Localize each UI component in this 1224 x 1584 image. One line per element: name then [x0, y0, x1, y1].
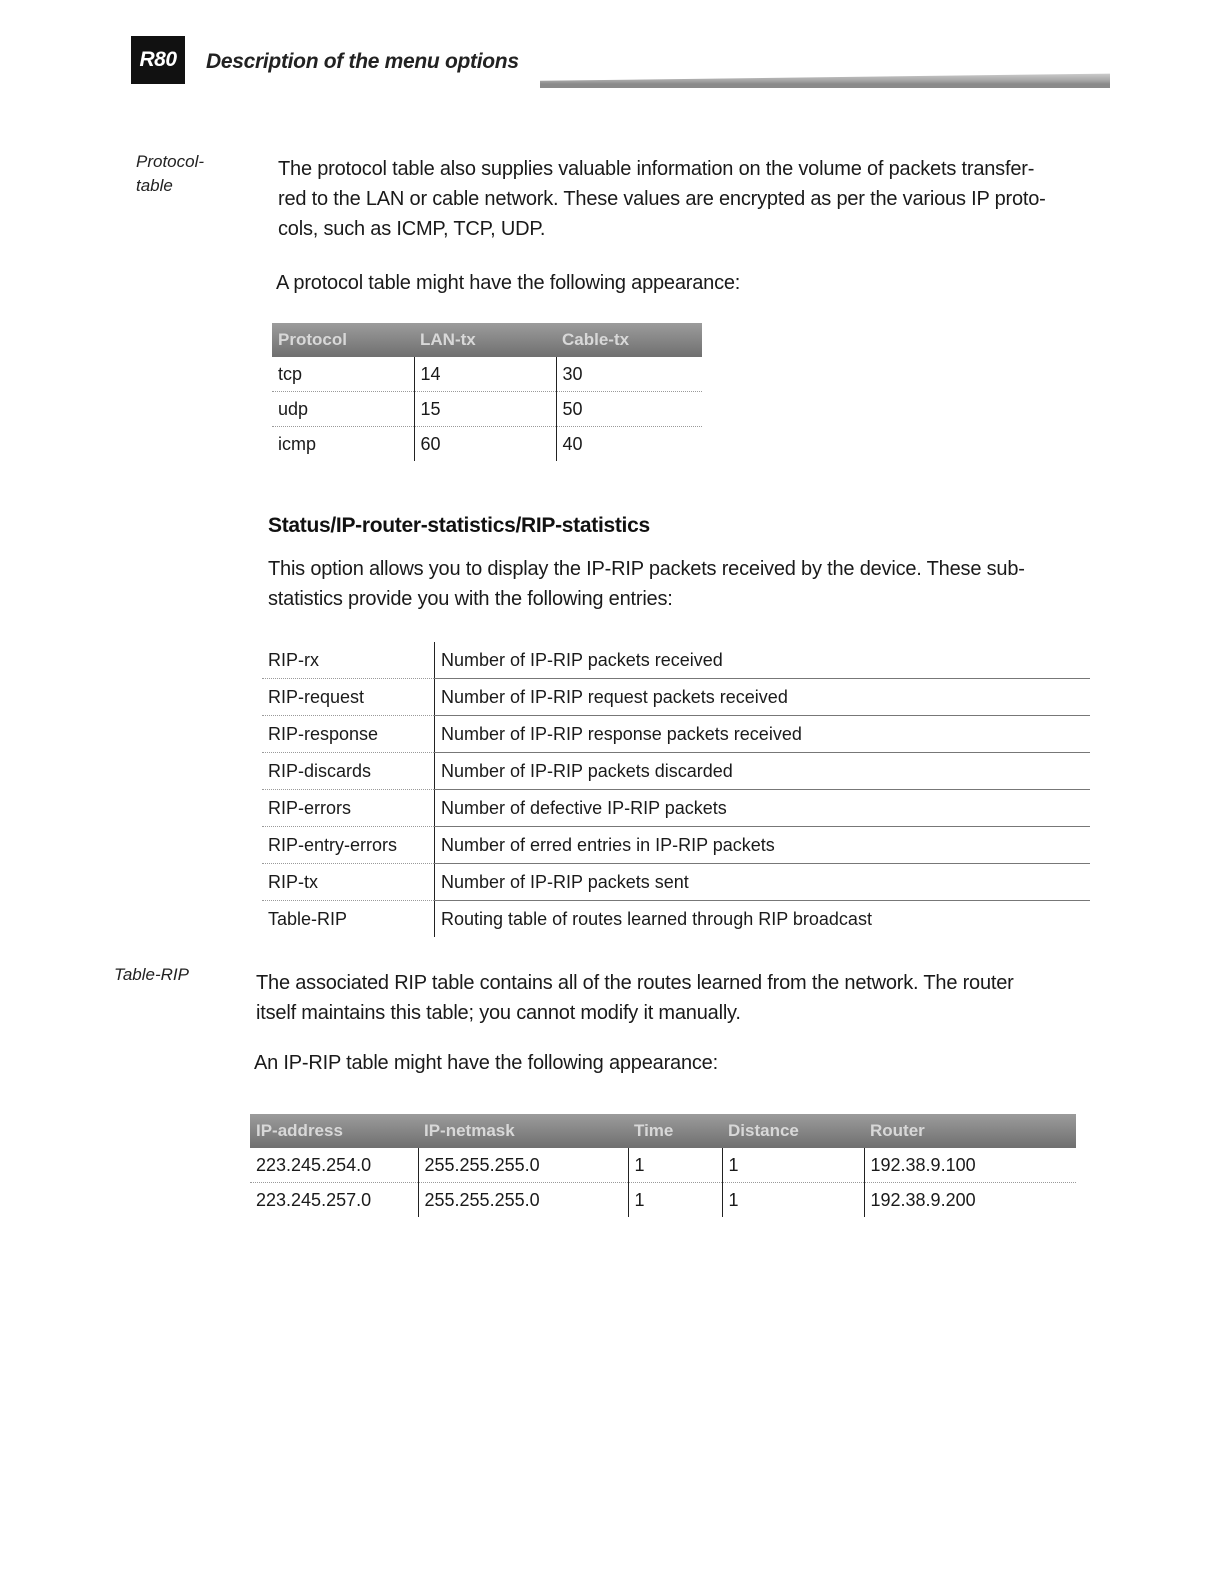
margin-label-protocol-table — [136, 150, 204, 198]
header-rule — [540, 70, 1110, 88]
table-cell: 40 — [556, 427, 702, 462]
table-cell: 14 — [414, 357, 556, 392]
margin-label-line: Protocol- — [136, 152, 205, 171]
margin-label-line: table — [136, 176, 173, 195]
table-cell: 223.245.254.0 — [250, 1148, 418, 1183]
table-cell: 1 — [722, 1183, 864, 1218]
column-header: Time — [628, 1114, 722, 1148]
list-item — [262, 790, 1090, 827]
entry-description: Routing table of routes learned through RIP broadcast — [435, 901, 1091, 938]
paragraph-line: This option allows you to display the IP-RIP packets received by the device. These sub- — [268, 558, 1025, 580]
table-cell: 192.38.9.200 — [864, 1183, 1076, 1218]
table-row — [250, 1148, 1076, 1183]
table-cell: 60 — [414, 427, 556, 462]
entry-description: Number of defective IP-RIP packets — [435, 790, 1091, 827]
list-item — [262, 716, 1090, 753]
table-cell: icmp — [278, 433, 317, 454]
paragraph-line: itself maintains this table; you cannot modify it manually. — [256, 1002, 741, 1024]
page-number-badge — [131, 36, 185, 84]
table-row — [272, 392, 702, 427]
table-cell: 1 — [722, 1148, 864, 1183]
entry-term: RIP-rx — [262, 642, 435, 679]
column-header: Distance — [722, 1114, 864, 1148]
column-header: IP-address — [250, 1114, 418, 1148]
paragraph-line: cols, such as ICMP, TCP, UDP. — [278, 218, 546, 240]
table-cell: 1 — [628, 1183, 722, 1218]
paragraph-line: statistics provide you with the following entries: — [268, 588, 673, 610]
table-cell: 192.38.9.100 — [864, 1148, 1076, 1183]
list-item — [262, 753, 1090, 790]
table-rip-paragraph — [256, 968, 1116, 1028]
ip-rip-table — [250, 1114, 1076, 1217]
table-cell: udp — [272, 392, 414, 427]
margin-label-table-rip — [114, 963, 189, 987]
column-header: Protocol — [272, 323, 414, 357]
list-item — [262, 901, 1090, 938]
entry-description: Number of IP-RIP packets received — [435, 642, 1091, 679]
table-row — [272, 427, 702, 462]
list-item — [262, 864, 1090, 901]
entry-term: Table-RIP — [268, 908, 348, 929]
protocol-table-paragraph — [278, 154, 1108, 244]
protocol-table — [272, 323, 702, 461]
list-item — [262, 827, 1090, 864]
table-row — [250, 1183, 1076, 1218]
page-number: R80 — [139, 48, 177, 71]
list-item — [262, 679, 1090, 716]
table-cell: 50 — [556, 392, 702, 427]
table-cell: 255.255.255.0 — [418, 1148, 628, 1183]
page-title: Description of the menu options — [206, 50, 519, 73]
entry-term: RIP-discards — [262, 753, 435, 790]
section-heading-rip-statistics: Status/IP-router-statistics/RIP-statistics — [268, 514, 650, 537]
entry-description: Number of IP-RIP packets sent — [435, 864, 1091, 901]
entry-description: Number of IP-RIP packets discarded — [435, 753, 1091, 790]
entry-term: RIP-entry-errors — [262, 827, 435, 864]
entry-term: RIP-tx — [262, 864, 435, 901]
column-header: Cable-tx — [556, 323, 702, 357]
table-header-row — [250, 1114, 1076, 1148]
table-row — [272, 357, 702, 392]
entry-description: Number of IP-RIP response packets received — [435, 716, 1091, 753]
table-cell: tcp — [272, 357, 414, 392]
list-item — [262, 642, 1090, 679]
entry-description: Number of erred entries in IP-RIP packets — [435, 827, 1091, 864]
entry-term: RIP-response — [262, 716, 435, 753]
rip-statistics-entries — [262, 642, 1090, 937]
table-cell: 223.245.257.0 — [256, 1189, 372, 1210]
paragraph-line: The protocol table also supplies valuable information on the volume of packets transfer- — [278, 158, 1035, 180]
entry-description: Number of IP-RIP request packets received — [435, 679, 1091, 716]
column-header: IP-netmask — [418, 1114, 628, 1148]
protocol-table-intro: A protocol table might have the following appearance: — [276, 272, 741, 294]
table-rip-intro: An IP-RIP table might have the following appearance: — [254, 1052, 718, 1074]
table-header-row — [272, 323, 702, 357]
column-header: LAN-tx — [414, 323, 556, 357]
paragraph-line: The associated RIP table contains all of the routes learned from the network. The router — [256, 972, 1014, 994]
table-cell: 255.255.255.0 — [418, 1183, 628, 1218]
table-cell: 30 — [556, 357, 702, 392]
table-cell: 1 — [628, 1148, 722, 1183]
rip-statistics-paragraph — [268, 554, 1108, 614]
column-header: Router — [864, 1114, 1076, 1148]
paragraph-line: red to the LAN or cable network. These values are encrypted as per the various IP proto- — [278, 188, 1046, 210]
table-cell: 15 — [414, 392, 556, 427]
margin-label-line: Table-RIP — [114, 965, 189, 984]
entry-term: RIP-request — [262, 679, 435, 716]
entry-term: RIP-errors — [262, 790, 435, 827]
